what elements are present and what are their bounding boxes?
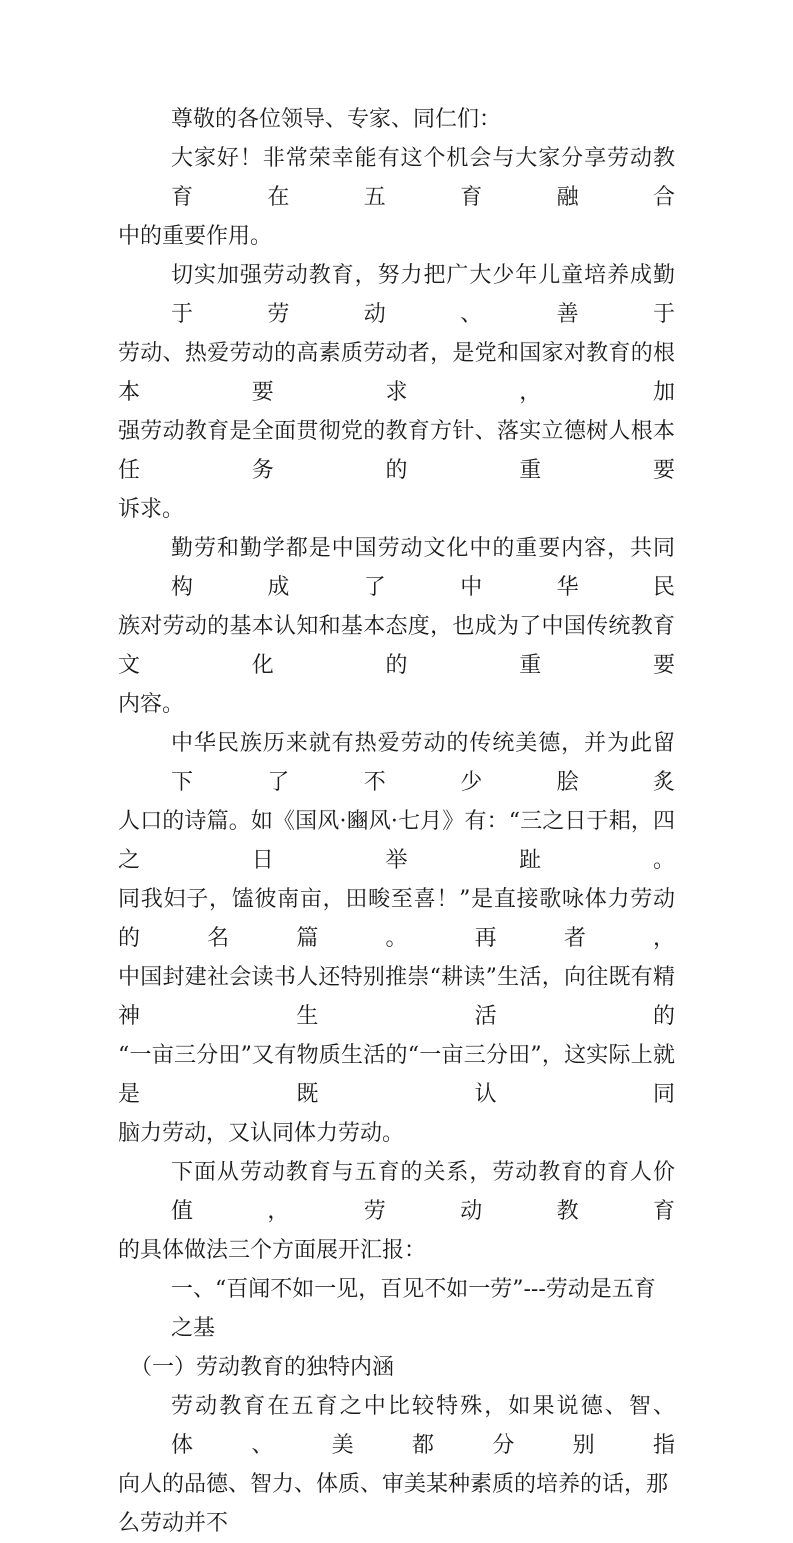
document-page bbox=[118, 100, 675, 1543]
text-line: 中的重要作用。 bbox=[118, 224, 273, 249]
text-line: 大家好！非常荣幸能有这个机会与大家分享劳动教育在五育融合 bbox=[171, 146, 675, 210]
text-line: 同我妇子，馌彼南亩，田畯至喜！”是直接歌咏体力劳动的名篇。再者， bbox=[118, 887, 675, 951]
text-line: 向人的品德、智力、体质、审美某种素质的培养的话，那么劳动并不 bbox=[118, 1472, 669, 1536]
text-line: 中华民族历来就有热爱劳动的传统美德，并为此留下了不少脍炙 bbox=[171, 731, 675, 795]
text-line: （一）劳动教育的独特内涵 bbox=[130, 1355, 395, 1380]
text-line: 人口的诗篇。如《国风·豳风·七月》有：“三之日于耜，四之日举趾。 bbox=[118, 809, 675, 873]
text-line: “一亩三分田”又有物质生活的“一亩三分田”，这实际上就是既认同 bbox=[118, 1043, 675, 1107]
text-line: 切实加强劳动教育，努力把广大少年儿童培养成勤于劳动、善于 bbox=[171, 263, 675, 327]
text-line: 劳动、热爱劳动的高素质劳动者，是党和国家对教育的根本要求，加 bbox=[118, 341, 675, 405]
text-line: 中国封建社会读书人还特别推崇“耕读”生活，向往既有精神生活的 bbox=[118, 965, 675, 1029]
text-line: 脑力劳动，又认同体力劳动。 bbox=[118, 1121, 405, 1146]
text-line: 族对劳动的基本认知和基本态度，也成为了中国传统教育文化的重要 bbox=[118, 614, 675, 678]
text-line: 尊敬的各位领导、专家、同仁们： bbox=[171, 107, 502, 132]
text-line: 的具体做法三个方面展开汇报： bbox=[118, 1238, 427, 1263]
text-line: 内容。 bbox=[118, 692, 185, 717]
text-line: 一、“百闻不如一见，百见不如一劳”---劳动是五育之基 bbox=[171, 1277, 656, 1341]
text-line: 劳动教育在五育之中比较特殊，如果说德、智、体、美都分别指 bbox=[171, 1394, 675, 1458]
text-line: 强劳动教育是全面贯彻党的教育方针、落实立德树人根本任务的重要 bbox=[118, 419, 675, 483]
text-line: 勤劳和勤学都是中国劳动文化中的重要内容，共同构成了中华民 bbox=[171, 536, 675, 600]
text-line: 诉求。 bbox=[118, 497, 185, 522]
text-line: 下面从劳动教育与五育的关系，劳动教育的育人价值，劳动教育 bbox=[171, 1160, 675, 1224]
